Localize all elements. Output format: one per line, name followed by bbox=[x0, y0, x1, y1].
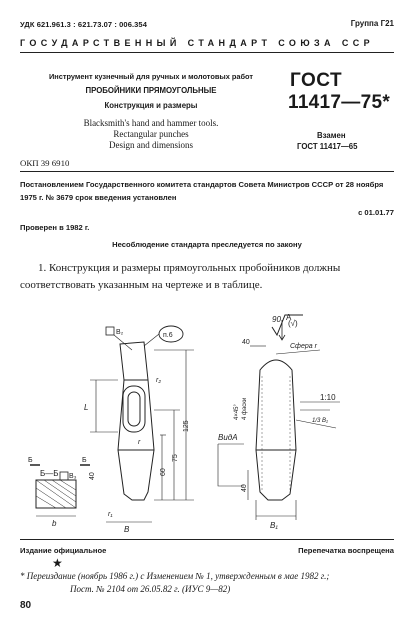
section-mark-right: Б bbox=[82, 457, 87, 464]
label-r2: r₂ bbox=[156, 377, 162, 384]
label-40-top: 40 bbox=[242, 339, 250, 346]
label-L: L bbox=[84, 403, 89, 412]
reissue-note-2: Пост. № 2104 от 26.05.82 г. (ИУС 9—82) bbox=[70, 584, 231, 594]
state-standard-banner: ГОСУДАРСТВЕННЫЙ СТАНДАРТ СОЮЗА ССР bbox=[20, 38, 375, 48]
title-line-1: Инструмент кузнечный для ручных и молотовых работ bbox=[48, 72, 254, 81]
label-B3: B₃ bbox=[69, 473, 77, 480]
gost-number: 11417—75* bbox=[288, 92, 391, 113]
english-title-3: Design and dimensions bbox=[109, 140, 193, 150]
label-bevel: 4×45° bbox=[234, 404, 240, 420]
label-slope: 1:10 bbox=[320, 393, 336, 402]
okp-rule bbox=[20, 171, 394, 172]
roughness-paren: (√) bbox=[288, 319, 298, 328]
label-40-side: 40 bbox=[241, 484, 248, 492]
gost-label: ГОСТ bbox=[290, 70, 343, 91]
decree-text: Постановлением Государственного комитета стандартов Совета Министров СССР от 28 ноября 1975 г. № 3679 срок введения установлен bbox=[20, 180, 384, 202]
title-line-2: ПРОБОЙНИКИ ПРЯМОУГОЛЬНЫЕ bbox=[85, 86, 217, 95]
label-B1: B₁ bbox=[270, 521, 278, 530]
roughness-value: 90 bbox=[272, 315, 281, 324]
header-rule bbox=[20, 52, 394, 53]
section-label: Б—Б bbox=[40, 469, 59, 478]
group-code: Группа Г21 bbox=[350, 19, 394, 28]
okp-code: ОКП 39 6910 bbox=[20, 158, 70, 168]
star-icon: ★ bbox=[52, 556, 63, 570]
label-sphere: Сфера r bbox=[290, 343, 317, 350]
replace-label: Взамен bbox=[317, 131, 346, 140]
eye-slot bbox=[123, 386, 145, 432]
label-r1: r₁ bbox=[108, 511, 113, 518]
label-view: ВидА bbox=[218, 433, 238, 442]
page-number: 80 bbox=[20, 600, 32, 611]
label-bevel-count: 4 фаски bbox=[242, 397, 248, 420]
english-title-2: Rectangular punches bbox=[113, 129, 189, 139]
label-r: r bbox=[138, 439, 141, 446]
effective-date: с 01.01.77 bbox=[358, 208, 394, 217]
checked-year: Проверен в 1982 г. bbox=[20, 223, 90, 232]
punch-drawing bbox=[20, 310, 394, 536]
official-edition: Издание официальное bbox=[20, 546, 107, 555]
paragraph-1: 1. Конструкция и размеры прямоугольных пробойников должны соответствовать указанным на чертеже и в таблице. bbox=[20, 262, 341, 291]
label-p6: п.6 bbox=[163, 332, 173, 339]
title-line-3: Конструкция и размеры bbox=[104, 101, 198, 110]
section-mark-left: Б bbox=[28, 457, 33, 464]
nonconformance-notice: Несоблюдение стандарта преследуется по закону bbox=[112, 240, 302, 249]
label-view-A: A bbox=[286, 313, 292, 322]
reissue-note: * Переиздание (ноябрь 1986 г.) с Изменением № 1, утвержденным в мае 1982 г.; bbox=[20, 571, 330, 581]
label-40: 40 bbox=[89, 472, 96, 480]
label-B: B bbox=[124, 525, 130, 534]
label-b2: B₂ bbox=[116, 329, 124, 336]
label-slope-b: 1/3 B₁ bbox=[312, 418, 328, 424]
replaced-standard: ГОСТ 11417—65 bbox=[297, 142, 358, 151]
footer-rule bbox=[20, 539, 394, 540]
reprint-prohibited: Перепечатка воспрещена bbox=[298, 546, 394, 555]
label-75: 75 bbox=[172, 454, 179, 462]
label-b: b bbox=[52, 519, 57, 528]
label-125: 125 bbox=[183, 420, 190, 432]
label-60: 60 bbox=[160, 468, 167, 476]
english-title-1: Blacksmith's hand and hammer tools. bbox=[83, 118, 219, 128]
udc-code: УДК 621.961.3 : 621.73.07 : 006.354 bbox=[20, 20, 147, 29]
